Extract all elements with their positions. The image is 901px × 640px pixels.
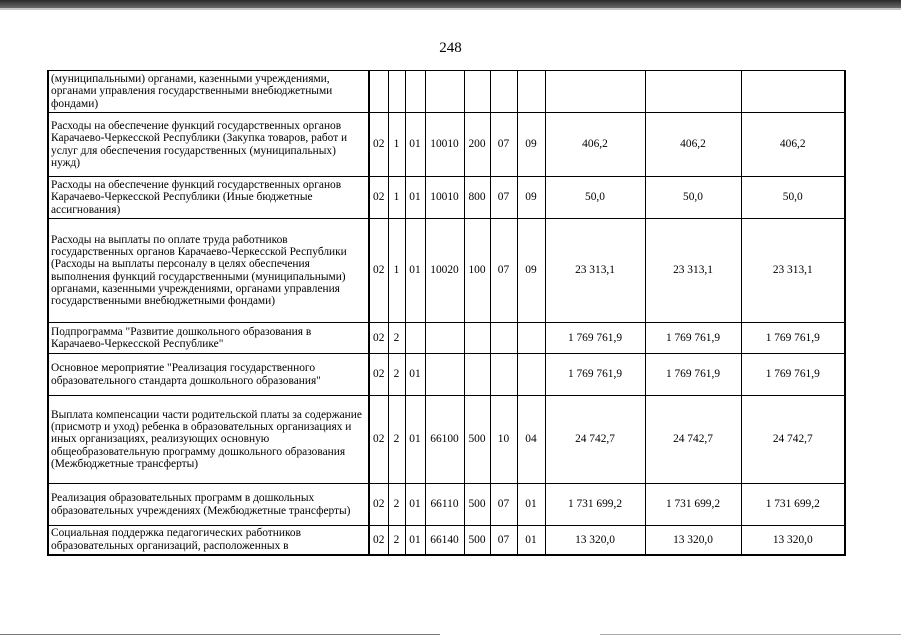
row-amount-year-2: 1 769 761,9 (645, 323, 741, 354)
row-amount-year-1: 406,2 (545, 113, 645, 177)
row-code-direction: 66110 (425, 484, 464, 526)
row-code-section: 10 (490, 396, 517, 484)
row-amount-year-1: 1 769 761,9 (545, 354, 645, 396)
row-description: Подпрограмма "Развитие дошкольного образования в Карачаево-Черкесской Республике" (48, 323, 369, 354)
row-code-activity: 01 (405, 396, 425, 484)
row-amount-year-1 (545, 71, 645, 113)
row-code-subprogram: 1 (388, 177, 405, 219)
row-amount-year-3: 13 320,0 (741, 526, 845, 555)
row-code-expense-type: 800 (464, 177, 490, 219)
row-code-direction: 66140 (425, 526, 464, 555)
row-description: Реализация образовательных программ в дошкольных образовательных учреждениях (Межбюджетные трансферты) (48, 484, 369, 526)
row-code-subprogram: 1 (388, 219, 405, 323)
row-amount-year-2: 13 320,0 (645, 526, 741, 555)
row-code-subprogram: 1 (388, 113, 405, 177)
row-code-expense-type: 500 (464, 484, 490, 526)
row-amount-year-1: 13 320,0 (545, 526, 645, 555)
budget-table (47, 70, 846, 556)
scan-top-border (0, 0, 901, 8)
row-code-subsection: 01 (517, 484, 545, 526)
row-code-section: 07 (490, 484, 517, 526)
table-row (48, 177, 845, 219)
row-code-program: 02 (369, 396, 388, 484)
row-code-expense-type: 500 (464, 526, 490, 555)
row-code-direction: 66100 (425, 396, 464, 484)
row-amount-year-2: 406,2 (645, 113, 741, 177)
row-description: Расходы на выплаты по оплате труда работников государственных органов Карачаево-Черкесской Республики (Расходы на выплаты персоналу в целях обеспечения выполнения функций государственными (муниципальными) органами, казенными учреждениями, органами управления государственными внебюджетными фондами) (48, 219, 369, 323)
row-amount-year-3 (741, 71, 845, 113)
row-code-activity: 01 (405, 526, 425, 555)
row-code-section: 07 (490, 113, 517, 177)
row-code-activity: 01 (405, 219, 425, 323)
row-code-subsection: 09 (517, 219, 545, 323)
scan-bottom-line-right (600, 634, 901, 635)
row-code-program: 02 (369, 526, 388, 555)
row-code-direction (425, 71, 464, 113)
page-number: 248 (439, 40, 462, 56)
row-code-subsection: 01 (517, 526, 545, 555)
row-amount-year-3: 23 313,1 (741, 219, 845, 323)
row-code-direction: 10010 (425, 177, 464, 219)
row-description: Расходы на обеспечение функций государственных органов Карачаево-Черкесской Республики (Иные бюджетные ассигнования) (48, 177, 369, 219)
scan-bottom-line (0, 634, 440, 635)
table-row (48, 71, 845, 113)
row-description: Основное мероприятие "Реализация государственного образовательного стандарта дошкольного образования" (48, 354, 369, 396)
row-code-subprogram (388, 71, 405, 113)
row-amount-year-1: 1 769 761,9 (545, 323, 645, 354)
row-amount-year-3: 406,2 (741, 113, 845, 177)
row-code-program: 02 (369, 354, 388, 396)
table-row (48, 354, 845, 396)
row-code-subprogram: 2 (388, 396, 405, 484)
row-code-activity (405, 71, 425, 113)
row-code-subprogram: 2 (388, 323, 405, 354)
row-code-expense-type (464, 323, 490, 354)
row-code-expense-type: 500 (464, 396, 490, 484)
row-amount-year-2: 1 731 699,2 (645, 484, 741, 526)
row-amount-year-3: 1 731 699,2 (741, 484, 845, 526)
row-amount-year-1: 50,0 (545, 177, 645, 219)
row-amount-year-2: 24 742,7 (645, 396, 741, 484)
row-amount-year-3: 50,0 (741, 177, 845, 219)
row-code-program: 02 (369, 177, 388, 219)
table-row (48, 323, 845, 354)
row-code-program: 02 (369, 484, 388, 526)
row-code-subsection: 09 (517, 113, 545, 177)
row-amount-year-3: 1 769 761,9 (741, 354, 845, 396)
row-description: Расходы на обеспечение функций государственных органов Карачаево-Черкесской Республики (Закупка товаров, работ и услуг для обеспечения государственных (муниципальных) нужд) (48, 113, 369, 177)
row-code-section (490, 323, 517, 354)
row-code-subprogram: 2 (388, 526, 405, 555)
row-code-direction: 10010 (425, 113, 464, 177)
row-code-program (369, 71, 388, 113)
row-code-activity: 01 (405, 484, 425, 526)
row-code-direction (425, 323, 464, 354)
row-code-subsection (517, 354, 545, 396)
row-description: Социальная поддержка педагогических работников образовательных организаций, расположенных в (48, 526, 369, 555)
row-code-program: 02 (369, 219, 388, 323)
row-description: Выплата компенсации части родительской платы за содержание (присмотр и уход) ребенка в образовательных организациях и иных организациях, реализующих основную общеобразовательную программу дошкольного образования (Межбюджетные трансферты) (48, 396, 369, 484)
row-code-section: 07 (490, 526, 517, 555)
row-amount-year-1: 24 742,7 (545, 396, 645, 484)
row-code-expense-type (464, 71, 490, 113)
row-code-subsection (517, 71, 545, 113)
row-amount-year-3: 24 742,7 (741, 396, 845, 484)
row-amount-year-2 (645, 71, 741, 113)
row-code-program: 02 (369, 113, 388, 177)
row-code-expense-type (464, 354, 490, 396)
row-code-expense-type: 100 (464, 219, 490, 323)
row-amount-year-2: 23 313,1 (645, 219, 741, 323)
row-amount-year-2: 1 769 761,9 (645, 354, 741, 396)
row-code-direction (425, 354, 464, 396)
row-code-subprogram: 2 (388, 354, 405, 396)
row-code-activity: 01 (405, 177, 425, 219)
row-amount-year-2: 50,0 (645, 177, 741, 219)
row-amount-year-1: 1 731 699,2 (545, 484, 645, 526)
row-code-subsection: 04 (517, 396, 545, 484)
row-code-subprogram: 2 (388, 484, 405, 526)
row-code-program: 02 (369, 323, 388, 354)
row-code-expense-type: 200 (464, 113, 490, 177)
table-row (48, 396, 845, 484)
row-code-section (490, 71, 517, 113)
row-code-subsection (517, 323, 545, 354)
row-code-subsection: 09 (517, 177, 545, 219)
row-description: (муниципальными) органами, казенными учреждениями, органами управления государственными внебюджетными фондами) (48, 71, 369, 113)
row-amount-year-1: 23 313,1 (545, 219, 645, 323)
row-code-activity: 01 (405, 354, 425, 396)
table-row (48, 113, 845, 177)
row-code-section (490, 354, 517, 396)
table-row (48, 484, 845, 526)
row-amount-year-3: 1 769 761,9 (741, 323, 845, 354)
row-code-direction: 10020 (425, 219, 464, 323)
row-code-section: 07 (490, 219, 517, 323)
row-code-section: 07 (490, 177, 517, 219)
table-row (48, 526, 845, 555)
row-code-activity (405, 323, 425, 354)
table-row (48, 219, 845, 323)
scan-top-shadow (0, 8, 901, 10)
row-code-activity: 01 (405, 113, 425, 177)
